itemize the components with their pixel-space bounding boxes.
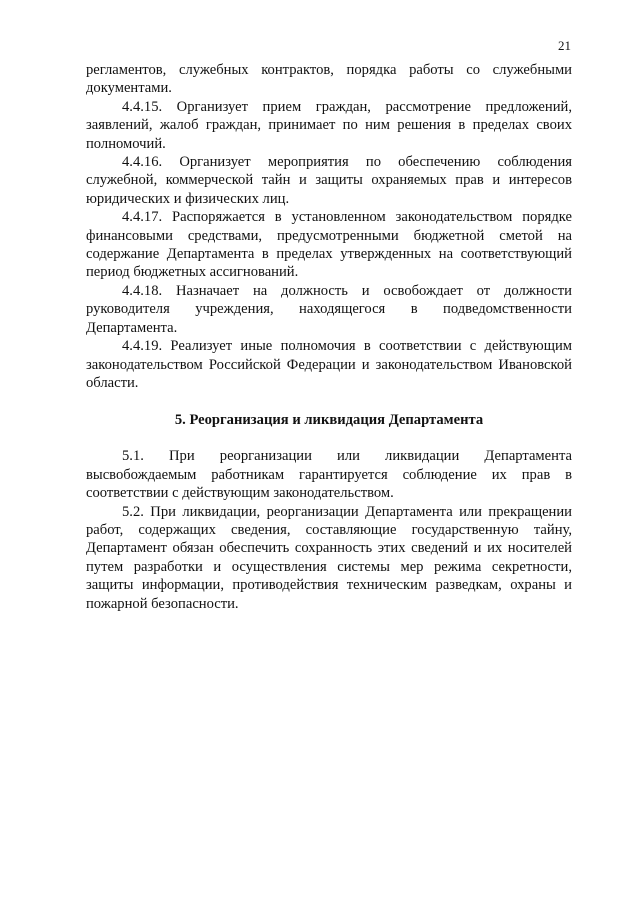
paragraph-5-2: 5.2. При ликвидации, реорганизации Департамента или прекращении работ, содержащих сведения, составляющие государственную тайну, Департамент обязан обеспечить сохранность этих сведений и их носителей путем разработки и осуществления системы мер режима секретности, защиты информации, противодействия техническим разведкам, охраны и пожарной безопасности. (86, 503, 572, 612)
paragraph-4-4-16: 4.4.16. Организует мероприятия по обеспечению соблюдения служебной, коммерческой тайн и защиты охраняемых прав и интересов юридических и физических лиц. (86, 154, 572, 207)
paragraph-4-4-17: 4.4.17. Распоряжается в установленном законодательством порядке финансовыми средствами, предусмотренными бюджетной сметой на содержание Департамента в пределах утвержденных на соответствующий период бюджетных ассигнований. (86, 209, 572, 281)
paragraph-4-4-19: 4.4.19. Реализует иные полномочия в соответствии с действующим законодательством Российской Федерации и законодательством Ивановской области. (86, 338, 572, 391)
page-number: 21 (558, 38, 571, 53)
paragraph-5-1: 5.1. При реорганизации или ликвидации Департамента высвобождаемым работникам гарантируется соблюдение их прав в соответствии с действующим законодательством. (86, 448, 572, 502)
paragraph-4-4-15: 4.4.15. Организует прием граждан, рассмотрение предложений, заявлений, жалоб граждан, принимает по ним решения в пределах своих полномочий. (86, 98, 572, 152)
document-body (86, 61, 572, 613)
paragraph-continuation: регламентов, служебных контрактов, порядка работы со служебными документами. (86, 62, 572, 97)
paragraph-4-4-18: 4.4.18. Назначает на должность и освобождает от должности руководителя учреждения, находящегося в подведомственности Департамента. (86, 282, 572, 336)
section-title: 5. Реорганизация и ликвидация Департамента (174, 412, 484, 429)
